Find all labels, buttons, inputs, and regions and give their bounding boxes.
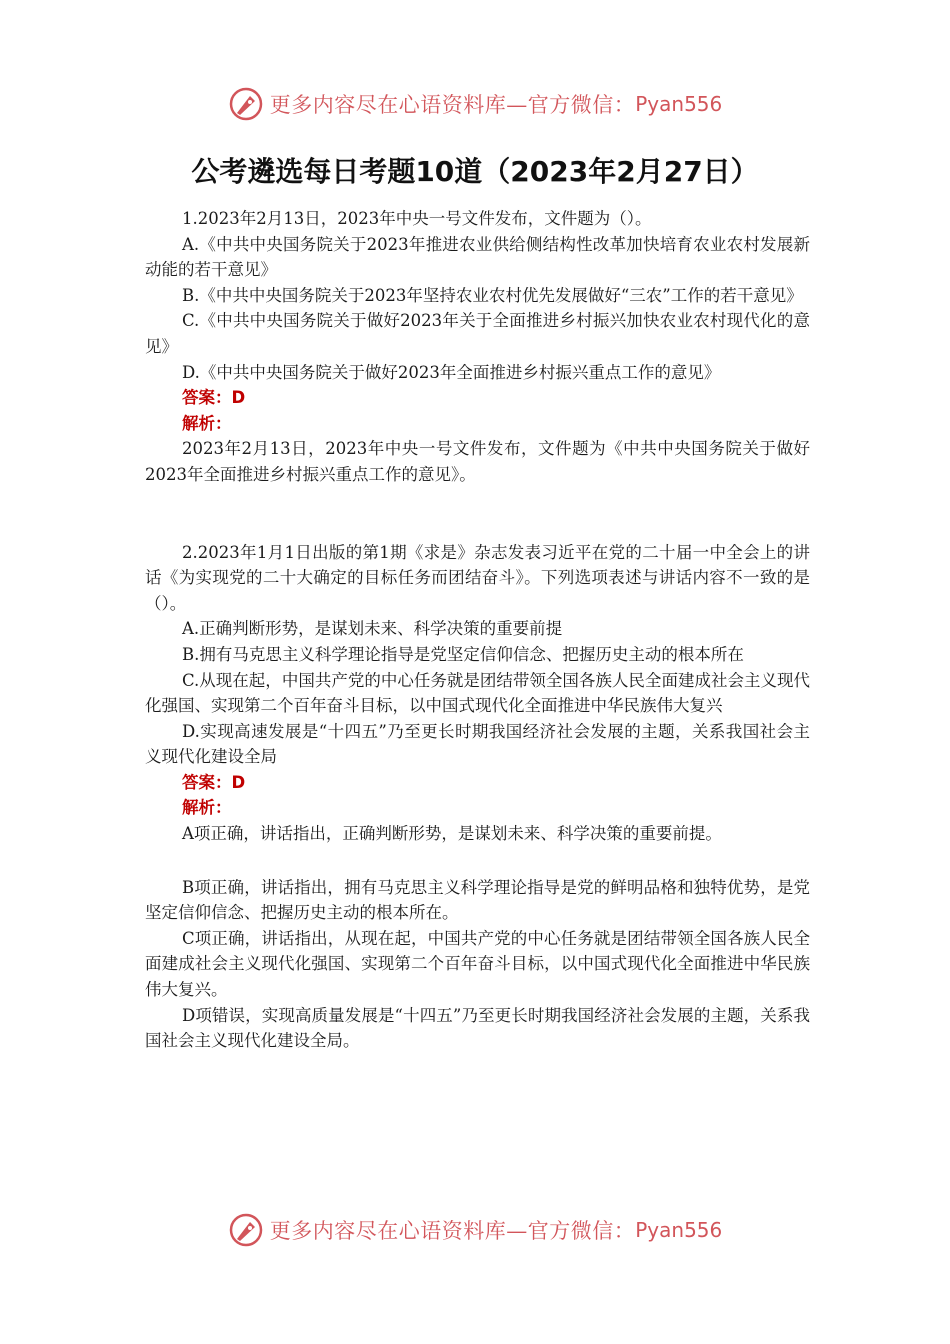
option-a: A.《中共中央国务院关于2023年推进农业供给侧结构性改革加快培育农业农村发展新动能的若干意见》 (145, 234, 810, 280)
analysis-text: C项正确，讲话指出，从现在起，中国共产党的中心任务就是团结带领全国各族人民全面建成社会主义现代化强国、实现第二个百年奋斗目标，以中国式现代化全面推进中华民族伟大复兴。 (145, 928, 810, 1000)
header-banner (0, 82, 950, 126)
analysis-text: D项错误，实现高质量发展是“十四五”乃至更长时期我国经济社会发展的主题，关系我国社会主义现代化建设全局。 (145, 1005, 810, 1051)
question-stem: 1.2023年2月13日，2023年中央一号文件发布，文件题为（）。 (182, 209, 652, 228)
answer-label: 答案：D (182, 388, 246, 408)
option-d: D.实现高速发展是“十四五”乃至更长时期我国经济社会发展的主题，关系我国社会主义现代化建设全局 (145, 721, 810, 767)
analysis-text: B项正确，讲话指出，拥有马克思主义科学理论指导是党的鲜明品格和独特优势，是党坚定信仰信念、把握历史主动的根本所在。 (145, 877, 810, 923)
document-body (145, 206, 810, 1054)
pen-nib-icon (228, 1212, 264, 1248)
answer-label: 答案：D (182, 772, 246, 792)
page-title: 公考遴选每日考题10道（2023年2月27日） (191, 155, 759, 188)
footer-banner (0, 1208, 950, 1252)
analysis-text: 2023年2月13日，2023年中央一号文件发布，文件题为《中共中央国务院关于做好2023年全面推进乡村振兴重点工作的意见》。 (145, 439, 810, 484)
banner-text: 更多内容尽在心语资料库—官方微信： (269, 93, 636, 117)
analysis-label: 解析： (182, 798, 232, 818)
banner-wechat-id: Pyan556 (635, 1218, 723, 1242)
banner-wechat-id: Pyan556 (635, 92, 723, 116)
pen-nib-icon (228, 86, 264, 122)
option-c: C.从现在起，中国共产党的中心任务就是团结带领全国各族人民全面建成社会主义现代化强国、实现第二个百年奋斗目标，以中国式现代化全面推进中华民族伟大复兴 (145, 670, 810, 716)
analysis-label: 解析： (182, 413, 232, 433)
analysis-text: A项正确，讲话指出，正确判断形势，是谋划未来、科学决策的重要前提。 (182, 824, 722, 844)
option-d: D.《中共中央国务院关于做好2023年全面推进乡村振兴重点工作的意见》 (182, 362, 721, 382)
question-2 (145, 540, 810, 1054)
question-1 (145, 206, 810, 488)
option-b: B.《中共中央国务院关于2023年坚持农业农村优先发展做好“三农”工作的若干意见》 (182, 285, 803, 305)
banner-text: 更多内容尽在心语资料库—官方微信： (269, 1219, 636, 1243)
option-a: A.正确判断形势，是谋划未来、科学决策的重要前提 (182, 619, 563, 639)
option-c: C.《中共中央国务院关于做好2023年关于全面推进乡村振兴加快农业农村现代化的意见》 (145, 311, 810, 356)
option-b: B.拥有马克思主义科学理论指导是党坚定信仰信念、把握历史主动的根本所在 (182, 644, 744, 664)
question-stem: 2.2023年1月1日出版的第1期《求是》杂志发表习近平在党的二十届一中全会上的讲话《为实现党的二十大确定的目标任务而团结奋斗》。下列选项表述与讲话内容不一致的是（）。 (145, 542, 810, 613)
